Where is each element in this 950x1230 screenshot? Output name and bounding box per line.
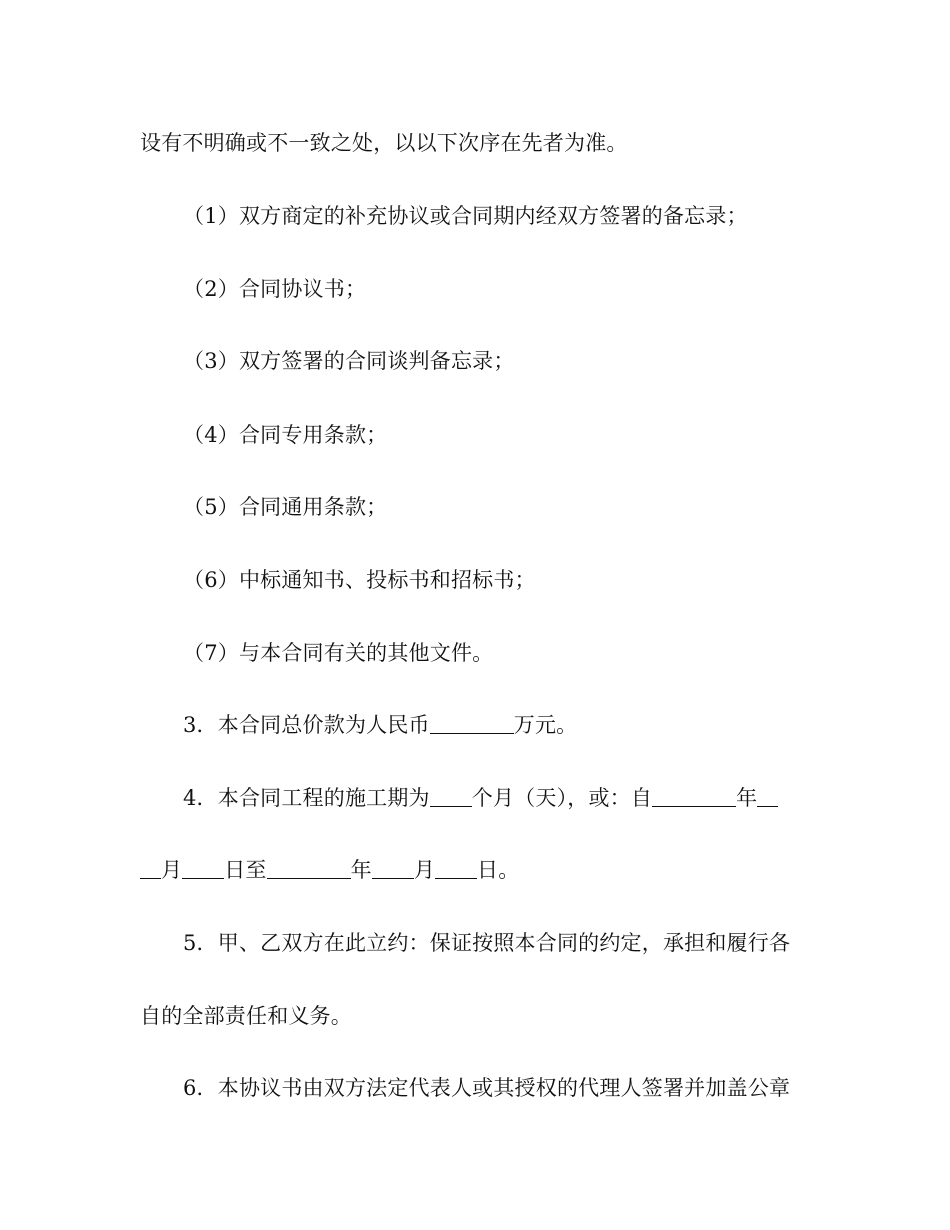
blank-start-year: [652, 784, 736, 807]
clause-4-text-e: 日至: [224, 858, 267, 882]
clause-5-line-1: 5．甲、乙双方在此立约：保证按照本合同的约定，承担和履行各: [183, 931, 791, 955]
clause-4-text-d: 月: [161, 858, 183, 882]
clause-4-text-g: 月: [413, 858, 436, 882]
clause-5-line-2: 自的全部责任和义务。: [140, 1004, 352, 1028]
blank-end-day: [435, 856, 477, 879]
clause-4-line-1: [183, 783, 863, 813]
blank-end-year: [267, 856, 351, 879]
blank-total-price: [430, 711, 514, 734]
clause-4-text-b: 个月（天），或：自: [471, 786, 653, 810]
clause-3-text-before: 3．本合同总价款为人民币: [183, 713, 430, 737]
clause-4-text-c: 年: [736, 786, 758, 810]
blank-end-month: [372, 856, 414, 879]
clause-4-line-2: [140, 855, 820, 885]
list-item-1: （1）双方商定的补充协议或合同期内经双方签署的备忘录；: [183, 204, 748, 228]
clause-3-total-price: [183, 710, 863, 740]
blank-start-month-part2: [140, 856, 161, 879]
list-item-7: （7）与本合同有关的其他文件。: [183, 641, 494, 665]
list-item-3: （3）双方签署的合同谈判备忘录；: [183, 349, 515, 373]
clause-4-text-a: 4．本合同工程的施工期为: [183, 786, 430, 810]
list-item-2: （2）合同协议书；: [183, 277, 367, 301]
blank-months: [430, 784, 472, 807]
blank-start-day: [182, 856, 224, 879]
list-item-6: （6）中标通知书、投标书和招标书；: [183, 568, 536, 592]
clause-6-line-1: 6．本协议书由双方法定代表人或其授权的代理人签署并加盖公章: [183, 1076, 791, 1100]
clause-3-text-after: 万元。: [513, 713, 578, 737]
blank-start-month-part1: [757, 784, 778, 807]
paragraph-precedence-intro: 设有不明确或不一致之处，以以下次序在先者为准。: [140, 131, 628, 155]
list-item-4: （4）合同专用条款；: [183, 423, 388, 447]
clause-4-text-f: 年: [350, 858, 372, 882]
list-item-5: （5）合同通用条款；: [183, 495, 388, 519]
clause-4-text-h: 日。: [477, 858, 520, 882]
